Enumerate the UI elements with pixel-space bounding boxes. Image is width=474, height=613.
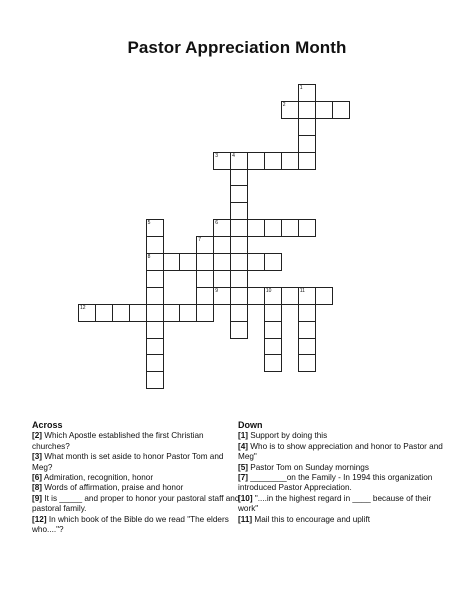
clue-number: [6] bbox=[32, 473, 43, 483]
grid-cell[interactable] bbox=[179, 304, 197, 322]
grid-cell[interactable] bbox=[129, 304, 147, 322]
across-clue bbox=[32, 452, 242, 473]
grid-cell[interactable] bbox=[281, 219, 299, 237]
grid-cell[interactable] bbox=[298, 152, 316, 170]
cell-number: 4 bbox=[232, 152, 235, 159]
grid-cell[interactable] bbox=[230, 202, 248, 220]
down-clue bbox=[238, 494, 448, 515]
clue-text: ________on the Family - In 1994 this organization introduced Pastor Appreciation. bbox=[238, 473, 433, 493]
grid-cell[interactable] bbox=[298, 321, 316, 339]
cell-number: 1 bbox=[299, 85, 303, 91]
grid-cell[interactable] bbox=[230, 304, 248, 322]
grid-cell[interactable] bbox=[264, 321, 282, 339]
down-clue bbox=[238, 473, 448, 494]
grid-cell[interactable] bbox=[315, 101, 333, 119]
cell-number: 5 bbox=[147, 220, 151, 227]
cell-number: 2 bbox=[282, 101, 286, 108]
grid-cell[interactable] bbox=[230, 270, 248, 288]
grid-cell[interactable] bbox=[146, 304, 164, 322]
cell-number: 8 bbox=[147, 254, 151, 260]
clue-number: [9] bbox=[32, 493, 43, 503]
clue-text: In which book of the Bible do we read "The elders who...."? bbox=[32, 514, 229, 535]
grid-cell[interactable] bbox=[146, 354, 164, 372]
cell-number: 9 bbox=[215, 287, 218, 294]
clue-number: [4] bbox=[238, 441, 249, 451]
clue-number: [1] bbox=[238, 431, 249, 441]
clue-number: [8] bbox=[32, 483, 43, 493]
grid-cell[interactable] bbox=[281, 287, 299, 305]
grid-cell[interactable] bbox=[146, 219, 164, 237]
grid-cell[interactable] bbox=[230, 321, 248, 339]
grid-cell[interactable] bbox=[247, 253, 265, 271]
across-clue bbox=[32, 473, 242, 483]
clue-number: [11] bbox=[238, 514, 253, 524]
grid-cell[interactable] bbox=[247, 219, 265, 237]
grid-cell[interactable] bbox=[230, 169, 248, 187]
across-clue bbox=[32, 494, 242, 515]
down-heading: Down bbox=[238, 420, 263, 430]
grid-cell[interactable] bbox=[196, 304, 214, 322]
cell-number: 3 bbox=[215, 152, 218, 159]
grid-cell[interactable] bbox=[264, 354, 282, 372]
clue-number: [10] bbox=[238, 493, 253, 503]
across-clues bbox=[32, 420, 242, 535]
grid-cell[interactable] bbox=[298, 101, 316, 119]
grid-cell[interactable] bbox=[146, 371, 164, 389]
grid-cell[interactable] bbox=[281, 152, 299, 170]
grid-cell[interactable] bbox=[264, 152, 282, 170]
clue-text: Mail this to encourage and uplift bbox=[254, 514, 370, 524]
clue-text: Words of affirmation, praise and honor bbox=[44, 483, 184, 493]
grid-cell[interactable] bbox=[230, 185, 248, 203]
clue-text: It is _____ and proper to honor your pastoral staff and pastoral family. bbox=[32, 493, 240, 514]
clue-text: Who is to show appreciation and honor to Pastor and Meg" bbox=[238, 441, 443, 462]
grid-cell[interactable] bbox=[213, 253, 231, 271]
clue-number: [7] bbox=[238, 473, 249, 483]
grid-cell[interactable] bbox=[298, 304, 316, 322]
grid-cell[interactable] bbox=[298, 287, 316, 305]
grid-cell[interactable] bbox=[196, 287, 214, 305]
grid-cell[interactable] bbox=[213, 287, 231, 305]
grid-cell[interactable] bbox=[196, 270, 214, 288]
grid-cell[interactable] bbox=[298, 338, 316, 356]
grid-cell[interactable] bbox=[179, 253, 197, 271]
clue-number: [12] bbox=[32, 514, 47, 524]
grid-cell[interactable] bbox=[264, 219, 282, 237]
clue-number: [3] bbox=[32, 452, 43, 462]
grid-cell[interactable] bbox=[230, 236, 248, 254]
down-clue bbox=[238, 463, 448, 473]
grid-cell[interactable] bbox=[264, 287, 282, 305]
clue-number: [5] bbox=[238, 462, 249, 472]
grid-cell[interactable] bbox=[332, 101, 350, 119]
cell-number: 12 bbox=[80, 304, 86, 311]
grid-cell[interactable] bbox=[315, 287, 333, 305]
grid-cell[interactable] bbox=[247, 287, 265, 305]
page-title: Pastor Appreciation Month bbox=[127, 38, 347, 57]
grid-cell[interactable] bbox=[264, 253, 282, 271]
grid-cell[interactable] bbox=[78, 304, 96, 322]
clue-text: What month is set aside to honor Pastor Tom and Meg? bbox=[32, 452, 224, 472]
grid-cell[interactable] bbox=[163, 304, 181, 322]
grid-cell[interactable] bbox=[112, 304, 130, 322]
grid-cell[interactable] bbox=[196, 253, 214, 271]
down-clues bbox=[238, 420, 448, 525]
grid-cell[interactable] bbox=[146, 236, 164, 254]
grid-cell[interactable] bbox=[213, 219, 231, 237]
clue-text: Support by doing this bbox=[250, 431, 328, 441]
clue-text: "....in the highest regard in ____ because of their work" bbox=[238, 493, 432, 514]
grid-cell[interactable] bbox=[146, 253, 164, 271]
grid-cell[interactable] bbox=[213, 152, 231, 170]
cell-number: 6 bbox=[215, 220, 218, 227]
grid-cell[interactable] bbox=[298, 354, 316, 372]
across-heading: Across bbox=[32, 420, 63, 430]
grid-cell[interactable] bbox=[230, 253, 248, 271]
grid-cell[interactable] bbox=[95, 304, 113, 322]
grid-cell[interactable] bbox=[146, 338, 164, 356]
grid-cell[interactable] bbox=[298, 135, 316, 153]
down-clue bbox=[238, 442, 448, 463]
cell-number: 7 bbox=[198, 237, 202, 244]
grid-cell[interactable] bbox=[163, 253, 181, 271]
clue-number: [2] bbox=[32, 431, 43, 441]
grid-cell[interactable] bbox=[264, 338, 282, 356]
grid-cell[interactable] bbox=[247, 152, 265, 170]
grid-cell[interactable] bbox=[298, 219, 316, 237]
grid-cell[interactable] bbox=[230, 219, 248, 237]
cell-number: 11 bbox=[299, 287, 305, 294]
clue-text: Admiration, recognition, honor bbox=[43, 473, 154, 483]
grid-cell[interactable] bbox=[230, 287, 248, 305]
down-clue bbox=[238, 431, 448, 441]
clue-text: Which Apostle established the first Christian churches? bbox=[32, 431, 204, 451]
clue-text: Pastor Tom on Sunday mornings bbox=[250, 462, 369, 472]
cell-number: 10 bbox=[265, 287, 272, 294]
across-clue bbox=[32, 483, 242, 493]
down-clue bbox=[238, 515, 448, 525]
grid-cell[interactable] bbox=[196, 236, 214, 254]
grid-cell[interactable] bbox=[146, 270, 164, 288]
grid-cell[interactable] bbox=[146, 287, 164, 305]
grid-cell[interactable] bbox=[146, 321, 164, 339]
across-clue bbox=[32, 431, 242, 452]
grid-cell[interactable] bbox=[281, 101, 299, 119]
across-clue bbox=[32, 515, 242, 536]
grid-cell[interactable] bbox=[230, 152, 248, 170]
grid-cell[interactable] bbox=[264, 304, 282, 322]
grid-cell[interactable] bbox=[298, 118, 316, 136]
grid-cell[interactable] bbox=[298, 84, 316, 102]
